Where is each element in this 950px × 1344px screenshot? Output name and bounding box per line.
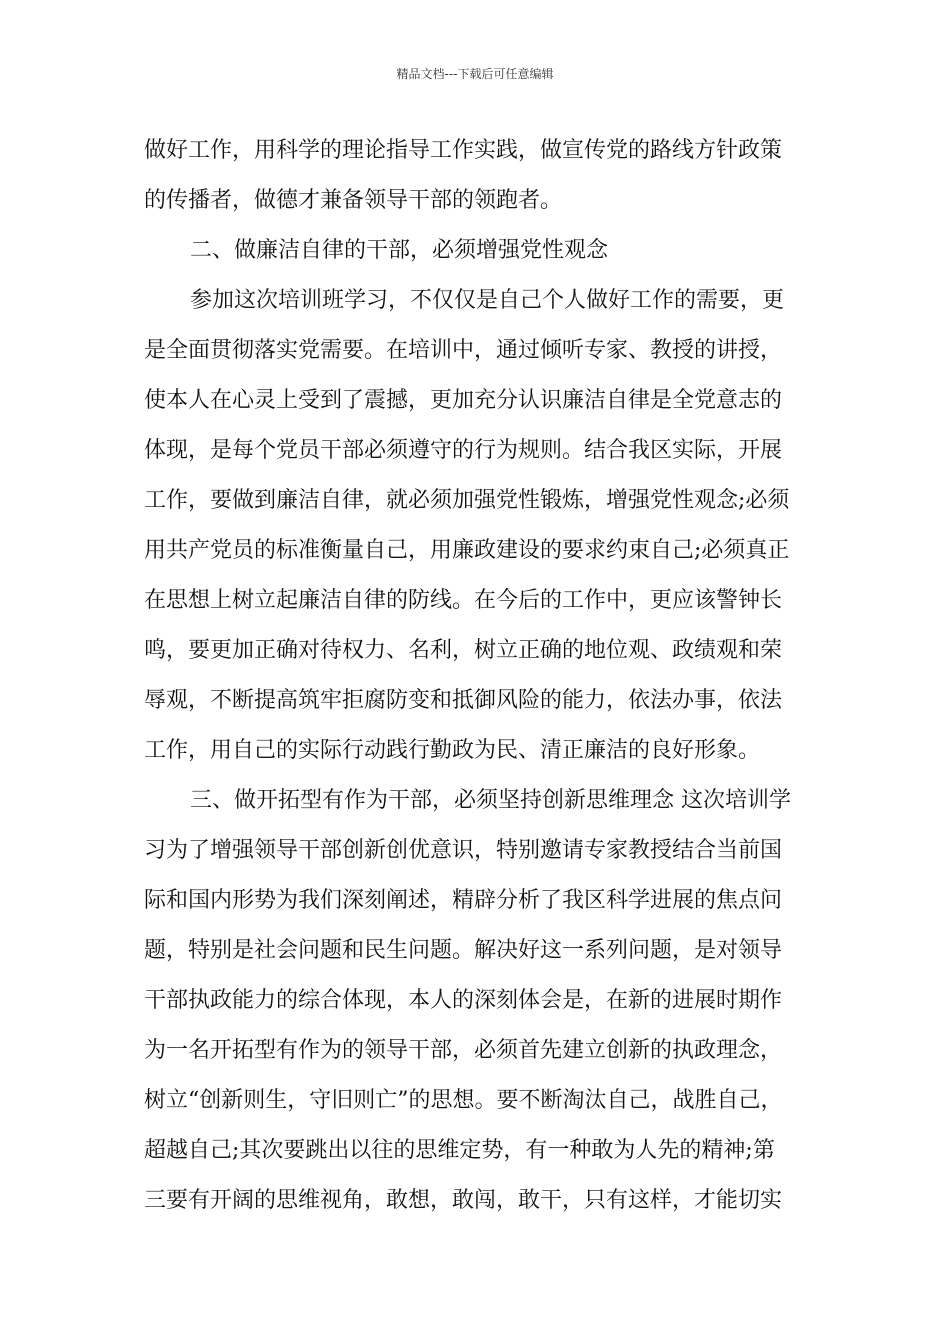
paragraph-line: 鸣，要更加正确对待权力、名利，树立正确的地位观、政绩观和荣 (144, 638, 783, 663)
page-header: 精品文档---下载后可任意编辑 (396, 67, 554, 81)
paragraph-line: 际和国内形势为我们深刻阐述，精辟分析了我区科学进展的焦点问 (144, 888, 783, 913)
paragraph-line: 的传播者，做德才兼备领导干部的领跑者。 (144, 188, 563, 213)
paragraph-line: 使本人在心灵上受到了震撼，更加充分认识廉洁自律是全党意志的 (144, 388, 783, 413)
paragraph-line: 为一名开拓型有作为的领导干部，必须首先建立创新的执政理念， (144, 1038, 783, 1063)
paragraph-line: 树立“创新则生，守旧则亡”的思想。要不断淘汰自己，战胜自己， (144, 1088, 783, 1113)
paragraph-line: 干部执政能力的综合体现，本人的深刻体会是，在新的进展时期作 (144, 988, 783, 1013)
document-body (144, 126, 834, 1226)
paragraph-line: 工作，用自己的实际行动践行勤政为民、清正廉洁的良好形象。 (144, 738, 761, 763)
paragraph-line: 在思想上树立起廉洁自律的防线。在今后的工作中，更应该警钟长 (144, 588, 783, 613)
paragraph-line: 辱观，不断提高筑牢拒腐防变和抵御风险的能力，依法办事，依法 (144, 688, 783, 713)
paragraph-line: 习为了增强领导干部创新创优意识，特别邀请专家教授结合当前国 (144, 838, 783, 863)
paragraph-line: 题，特别是社会问题和民生问题。解决好这一系列问题，是对领导 (144, 938, 783, 963)
paragraph-line: 体现，是每个党员干部必须遵守的行为规则。结合我区实际，开展 (144, 438, 783, 463)
paragraph-line: 做好工作，用科学的理论指导工作实践，做宣传党的路线方针政策 (144, 138, 783, 163)
paragraph-line: 用共产党员的标准衡量自己，用廉政建设的要求约束自己;必须真正 (144, 538, 790, 563)
paragraph-first-line: 参加这次培训班学习，不仅仅是自己个人做好工作的需要，更 (190, 288, 785, 313)
paragraph-first-line: 三、做开拓型有作为干部，必须坚持创新思维理念 这次培训学 (190, 788, 791, 813)
paragraph-line: 工作，要做到廉洁自律，就必须加强党性锻炼，增强党性观念;必须 (144, 488, 790, 513)
paragraph-line: 是全面贯彻落实党需要。在培训中，通过倾听专家、教授的讲授， (144, 338, 783, 363)
paragraph-line: 超越自己;其次要跳出以往的思维定势，有一种敢为人先的精神;第 (144, 1138, 775, 1163)
paragraph-line: 三要有开阔的思维视角，敢想，敢闯，敢干，只有这样，才能切实 (144, 1188, 783, 1213)
paragraph-first-line: 二、做廉洁自律的干部，必须增强党性观念 (190, 238, 609, 263)
